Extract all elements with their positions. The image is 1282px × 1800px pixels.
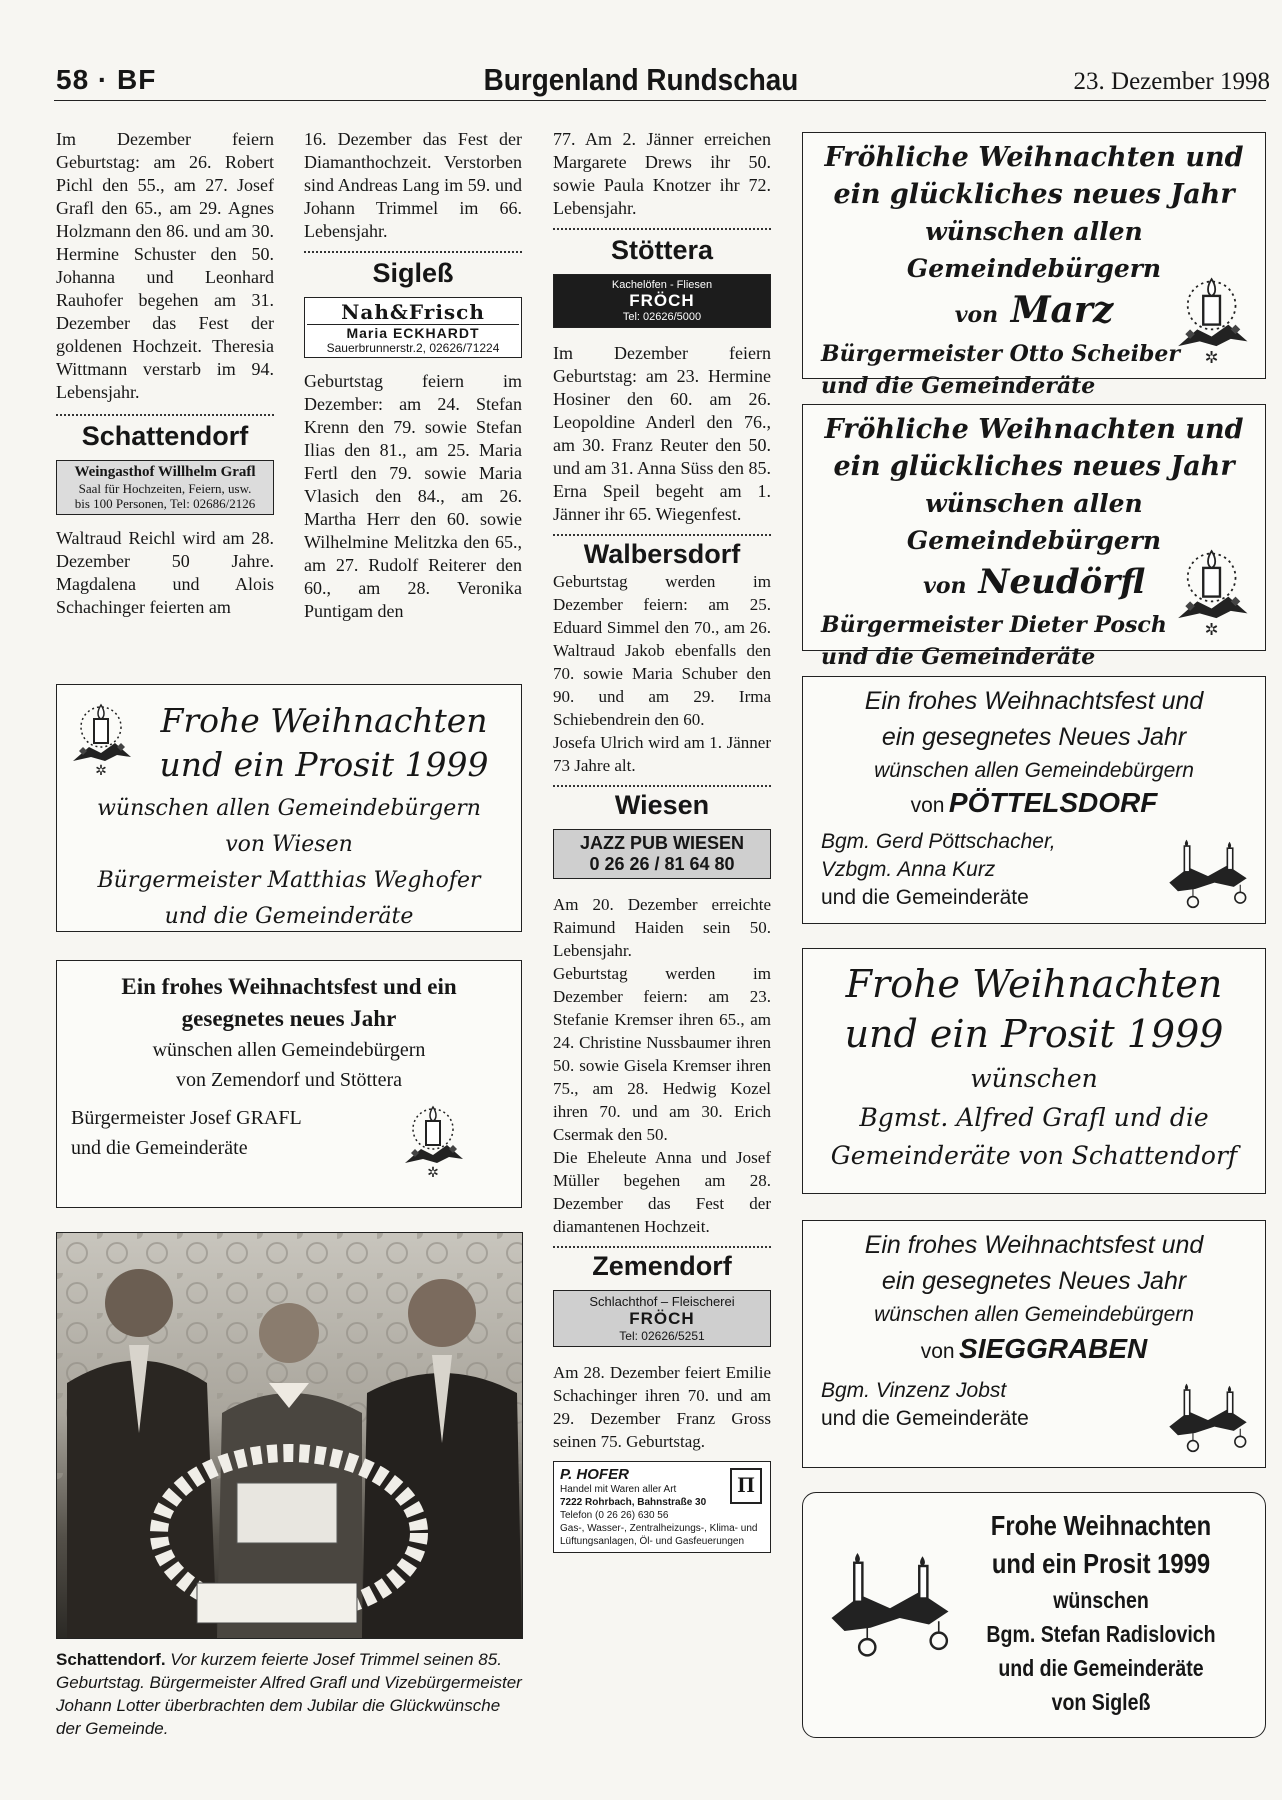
greeting-headline: Frohe Weihnachten — [845, 962, 1223, 1006]
greeting-wiesen — [56, 684, 522, 932]
town-heading: Stöttera — [610, 235, 713, 265]
column-1 — [56, 128, 274, 619]
ad-froech-fleischerei — [553, 1290, 771, 1347]
greeting-headline: und ein Prosit 1999 — [844, 1012, 1224, 1056]
greeting-line: wünschen allen Gemeindebürgern — [97, 796, 481, 821]
greeting-signature: und die Gemeinderäte — [821, 886, 1029, 909]
greeting-signature: und die Gemeinderäte — [821, 1407, 1029, 1430]
article-text: Erna Speil begeht am 1. Jänner ihr 65. Wiegenfest. — [553, 481, 771, 524]
greeting-headline: und ein Prosit 1999 — [991, 1548, 1211, 1579]
greeting-line: von Zemendorf und Stöttera — [175, 1069, 403, 1091]
dotted-divider — [553, 785, 771, 787]
ad-nah-frisch — [304, 297, 522, 358]
greeting-von: von — [920, 1340, 955, 1363]
greeting-headline: ein gesegnetes Neues Jahr — [881, 723, 1187, 751]
greeting-headline: gesegnetes neues Jahr — [181, 1006, 397, 1031]
candle-icon — [1169, 544, 1259, 642]
advent-wreath-icon — [1165, 1383, 1251, 1453]
article-text: Geburtstag werden im Dezember feiern: am 23. Stefanie Kremser ihren 65., am 24. Christine Nussbaumer ihren 50. sowie Gisela Kremser ihren 75., am 28. Hedwig Kozel ihren 70. und am 30. Erich Csermak den 50. — [553, 964, 771, 1144]
greeting-headline: Ein frohes Weihnachtsfest und — [864, 687, 1204, 715]
greeting-line: wünschen — [970, 1064, 1098, 1093]
advent-wreath-icon — [1165, 839, 1251, 909]
ad-title: P. HOFER — [560, 1466, 629, 1483]
greeting-poettelsdorf — [802, 676, 1266, 924]
photo-illustration — [57, 1233, 522, 1638]
greeting-town: Neudörfl — [978, 562, 1145, 602]
ad-line: Handel mit Waren aller Art — [560, 1484, 677, 1495]
ad-line: Telefon (0 26 26) 630 56 — [560, 1510, 669, 1521]
greeting-headline: Ein frohes Weihnachtsfest und — [864, 1231, 1204, 1259]
hofer-logo-icon: Π — [730, 1468, 762, 1504]
greeting-headline: ein glückliches neues Jahr — [833, 179, 1235, 210]
greeting-signature: und die Gemeinderäte — [821, 373, 1096, 399]
greeting-signature: Bgmst. Alfred Grafl und die — [859, 1103, 1209, 1132]
newspaper-title: Burgenland Rundschau — [483, 62, 799, 97]
greeting-signature: und die Gemeinderäte — [164, 904, 414, 929]
article-text: Am 20. Dezember erreichte Raimund Haiden sein 50. Lebensjahr. — [553, 895, 771, 960]
greeting-headline: und ein Prosit 1999 — [159, 745, 489, 784]
town-heading: Schattendorf — [81, 421, 249, 451]
ad-title: Weingasthof Willhelm Grafl — [74, 464, 256, 480]
page-number: 58 · BF — [56, 64, 157, 95]
candle-icon — [403, 1101, 467, 1183]
ad-jazz-pub — [553, 829, 771, 879]
greeting-signature: Bürgermeister Josef GRAFL — [71, 1107, 302, 1129]
candle-icon — [71, 699, 135, 781]
caption-text: Vor kurzem feierte Josef Trimmel seinen 85. Geburtstag. Bürgermeister Alfred Grafl und Vizebürgermeister Johann Lotter überbrachten dem Jubilar die Glückwünsche der Gemeinde. — [56, 1650, 522, 1738]
greeting-von: von — [923, 573, 967, 599]
article-text: Geburtstag feiern im Dezember: am 24. Stefan Krenn den 79. sowie Stefan Ilias den 81., am 25. Maria Fertl den 79. sowie Maria Vlasich den 84., am 26. Martha Herr den 60. sowie Wilhelmine Melitzka den 65., am 27. Rudolf Reiterer den 60., am 28. Veronika Puntigam den — [304, 371, 522, 621]
column-3 — [553, 128, 771, 1553]
greeting-sieggraben — [802, 1220, 1266, 1468]
greeting-signature: und die Gemeinderäte — [71, 1137, 248, 1159]
ad-line: Kachelöfen - Fliesen — [611, 279, 713, 291]
greeting-signature: und die Gemeinderäte — [998, 1655, 1204, 1681]
greeting-town: PÖTTELSDORF — [948, 787, 1158, 818]
article-text: Geburtstag werden im Dezember feiern: am 25. Eduard Simmel den 70., am 26. Waltraud Jakob ebenfalls den 70. sowie Maria Schuber den 90. und am 29. Irma Schiebendrein den 60. — [553, 572, 771, 729]
ad-title: JAZZ PUB WIESEN — [579, 833, 744, 853]
column-2 — [304, 128, 522, 623]
ad-line: Gas-, Wasser-, Zentralheizungs-, Klima- und Lüftungsanlagen, Öl- und Gasfeuerungen — [560, 1523, 758, 1547]
greeting-line: von Wiesen — [225, 832, 353, 857]
article-text: Waltraud Reichl wird am 28. Dezember 50 Jahre. Magdalena und Alois Schachinger feierten am — [56, 528, 274, 617]
greeting-zemendorf — [56, 960, 522, 1208]
header-rule — [54, 100, 1266, 101]
greeting-marz — [802, 132, 1266, 399]
greeting-signature: Bürgermeister Dieter Posch — [821, 612, 1167, 638]
greeting-headline: ein gesegnetes Neues Jahr — [881, 1267, 1187, 1295]
greeting-town: Marz — [1010, 289, 1114, 331]
greeting-signature: Bürgermeister Matthias Weghofer — [97, 868, 481, 893]
ad-line: 7222 Rohrbach, Bahnstraße 30 — [560, 1497, 707, 1508]
article-text: 16. Dezember das Fest der Diamanthochzeit. Verstorben sind Andreas Lang im 59. und Johann Trimmel im 66. Lebensjahr. — [304, 129, 522, 241]
ad-line: bis 100 Personen, Tel: 02686/2126 — [74, 496, 256, 511]
article-text: Im Dezember feiern Geburtstag: am 23. Hermine Hosiner den 60. am 26. Leopoldine Anderl den 76., am 30. Franz Reuter den 50. und am 31. Anna Süss den 85. — [553, 343, 771, 478]
advent-wreath-icon — [825, 1553, 955, 1657]
issue-date: 23. Dezember 1998 — [1073, 68, 1270, 95]
greeting-headline: Frohe Weihnachten — [990, 1510, 1212, 1541]
greeting-town: SIEGGRABEN — [959, 1333, 1148, 1364]
greeting-headline: Fröhliche Weihnachten und — [824, 142, 1244, 173]
ad-title: FRÖCH — [629, 291, 695, 310]
greeting-line: wünschen allen Gemeindebürgern — [874, 759, 1194, 782]
candle-icon — [1169, 272, 1259, 370]
greeting-line: wünschen allen Gemeindebürgern — [906, 489, 1162, 555]
greeting-headline: Fröhliche Weihnachten und — [824, 414, 1244, 445]
ad-line: Schlachthof – Fleischerei — [589, 1294, 735, 1309]
greeting-signature: Vzbgm. Anna Kurz — [821, 858, 996, 881]
greeting-schattendorf — [802, 948, 1266, 1194]
dotted-divider — [56, 414, 274, 416]
article-text: Am 28. Dezember feiert Emilie Schachinger ihren 70. und am 29. Dezember Franz Gross seinen 75. Geburtstag. — [553, 1363, 771, 1451]
photo-caption — [56, 1648, 524, 1740]
photo-jubilee — [56, 1232, 523, 1639]
ad-logo: Nah&Frisch — [307, 300, 519, 325]
article-text: 77. Am 2. Jänner erreichen Margarete Drews ihr 50. sowie Paula Knotzer ihr 72. Lebensjahr. — [553, 129, 771, 218]
ad-hofer — [553, 1461, 771, 1553]
greeting-signature: Gemeinderäte von Schattendorf — [830, 1141, 1238, 1170]
greeting-signature: Bgm. Vinzenz Jobst — [821, 1379, 1007, 1402]
greeting-headline: Ein frohes Weihnachtsfest und ein — [121, 974, 457, 999]
ad-weingasthof — [56, 460, 274, 515]
dotted-divider — [553, 228, 771, 230]
greeting-line: wünschen allen Gemeindebürgern — [152, 1039, 426, 1061]
ad-line: Tel: 02626/5000 — [622, 311, 702, 323]
ad-phone: 0 26 26 / 81 64 80 — [589, 854, 735, 874]
greeting-neudoerfl — [802, 404, 1266, 670]
article-text: Im Dezember feiern Geburtstag: am 26. Robert Pichl den 55., am 27. Josef Grafl den 65., am 29. Agnes Holzmann den 86. und am 30. Hermine Schuster den 50. Johanna und Leonhard Rauhofer begehen am 31. Dezember das Fest der goldenen Hochzeit. Theresia Wittmann verstarb im 94. Lebensjahr. — [56, 129, 274, 402]
greeting-von: von — [954, 302, 999, 328]
greeting-headline: Frohe Weihnachten — [160, 701, 488, 740]
greeting-von: von — [910, 794, 945, 817]
ad-froech-kachel — [553, 274, 771, 328]
greeting-signature: Bgm. Gerd Pöttschacher, — [821, 830, 1056, 853]
ad-line: Sauerbrunnerstr.2, 02626/71224 — [326, 341, 500, 355]
ad-line: Tel: 02626/5251 — [619, 1329, 705, 1343]
town-heading: Walbersdorf — [583, 539, 741, 569]
sigless-text-block — [943, 1507, 1259, 1719]
town-heading: Wiesen — [614, 790, 710, 820]
ad-line: Saal für Hochzeiten, Feiern, usw. — [78, 481, 252, 496]
ad-title: Maria ECKHARDT — [346, 325, 480, 341]
greeting-signature: und die Gemeinderäte — [821, 644, 1096, 670]
town-heading: Sigleß — [372, 258, 454, 288]
greeting-signature: von Sigleß — [1051, 1689, 1151, 1715]
greeting-line: wünschen — [1053, 1587, 1149, 1613]
greeting-signature: Bgm. Stefan Radislovich — [986, 1621, 1216, 1647]
article-text: Die Eheleute Anna und Josef Müller begehen am 28. Dezember das Fest der diamantenen Hochzeit. — [553, 1148, 771, 1236]
dotted-divider — [553, 1246, 771, 1248]
greeting-sigless — [802, 1492, 1266, 1738]
greeting-line: wünschen allen Gemeindebürgern — [874, 1303, 1194, 1326]
ad-title: FRÖCH — [629, 1309, 695, 1328]
dotted-divider — [304, 251, 522, 253]
greeting-line: wünschen allen Gemeindebürgern — [906, 217, 1162, 283]
dotted-divider — [553, 534, 771, 536]
town-heading: Zemendorf — [592, 1251, 732, 1281]
caption-town: Schattendorf. — [56, 1650, 166, 1669]
greeting-signature: Bürgermeister Otto Scheiber — [821, 341, 1181, 367]
greeting-headline: ein glückliches neues Jahr — [833, 451, 1235, 482]
article-text: Josefa Ulrich wird am 1. Jänner 73 Jahre alt. — [553, 733, 771, 775]
